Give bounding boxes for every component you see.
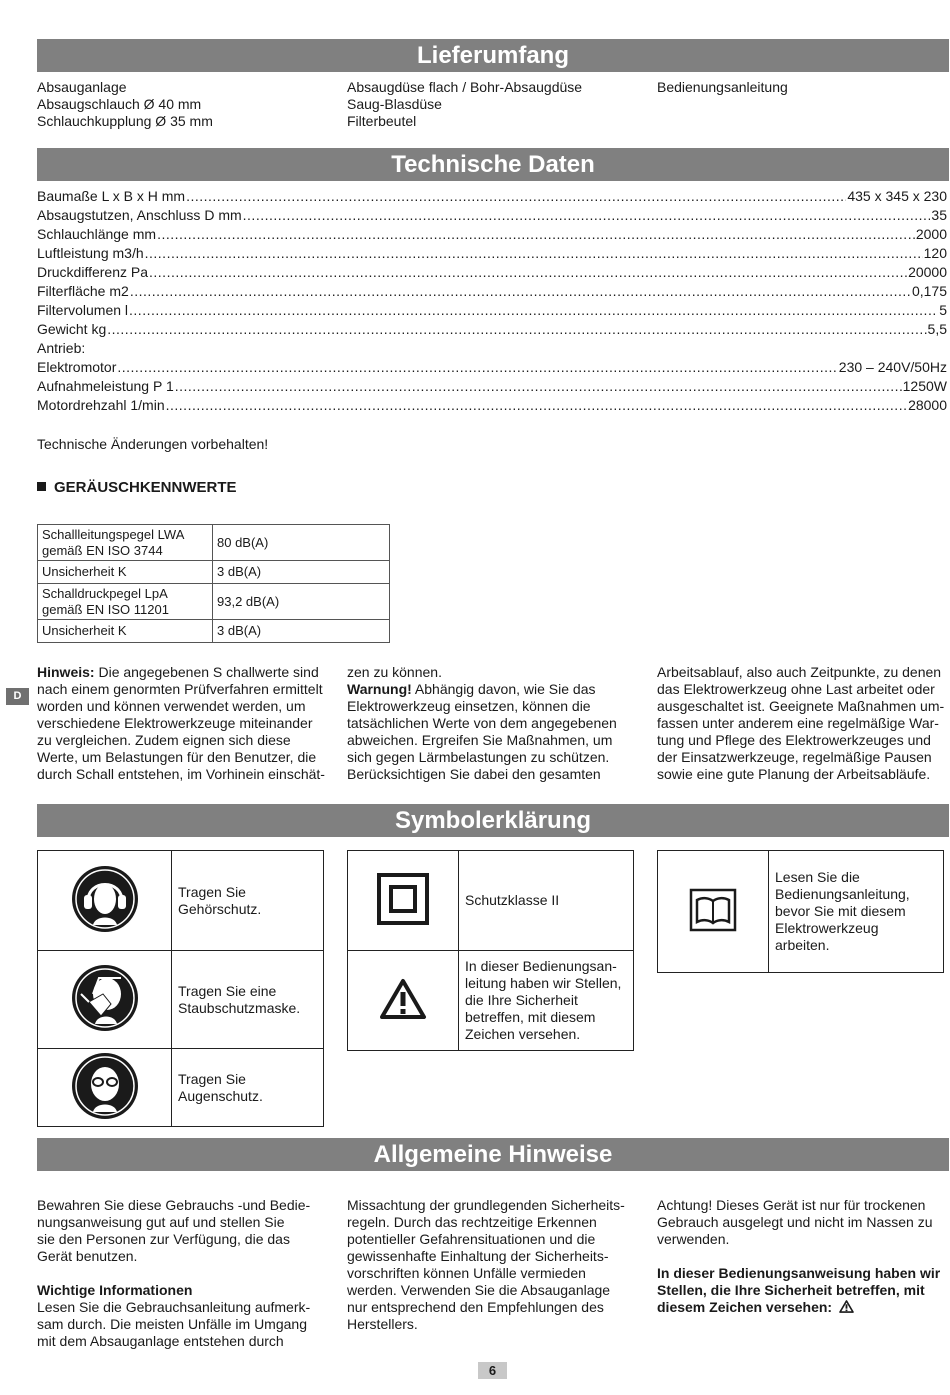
spec-row [37,359,947,378]
text-line: tung und Pflege des Elektrowerkzeuges und [657,732,931,748]
cell-text: gemäß EN ISO 11201 [42,601,169,617]
symbol-table-safety [347,850,634,1051]
spec-row [37,283,947,302]
ear-protection-icon [71,865,139,933]
warning-triangle-icon [839,1300,854,1313]
leader-dots [243,207,931,224]
spec-label: Druckdifferenz Pa [37,264,149,280]
noise-table [37,524,390,643]
hinweis-col-2 [347,664,647,783]
spec-value: 20000 [908,264,947,280]
text-line: Berücksichtigen Sie dabei den gesamten [347,766,601,782]
spec-value: 5 [939,302,947,318]
text-line: bevor Sie mit diesem [775,903,906,919]
text-line: sich gegen Lärmbelastungen zu schützen. [347,749,610,765]
spec-value: 2000 [915,226,947,242]
leader-dots [107,321,926,338]
table-cell-value: 93,2 dB(A) [213,584,390,620]
text-line: Die angegebenen S challwerte sind [94,664,319,680]
text-line: vorschriften können Unfälle vermieden [347,1265,586,1281]
text-line: Elektrowerkzeug einsetzen, können die [347,698,591,714]
spec-row [37,188,947,207]
table-row [658,851,944,973]
section-title-lieferumfang: Lieferumfang [37,39,949,72]
symbol-cell [38,1049,172,1127]
table-row [38,620,390,643]
table-row [38,951,324,1049]
leader-dots [130,283,911,300]
language-tab: D [6,688,29,705]
subheading: Wichtige Informationen [37,1282,193,1298]
text-line: sie den Personen zur Verfügung, die das [37,1231,290,1247]
symbol-text-cell [769,851,944,973]
text-line: arbeiten. [775,937,830,953]
spec-label: Absaugstutzen, Anschluss D mm [37,207,242,223]
text-line: Achtung! Dieses Gerät ist nur für trockenen [657,1197,926,1213]
page-number: 6 [478,1362,507,1379]
spec-label: Motordrehzahl 1/min [37,397,165,413]
text-line: regeln. Durch das rechtzeitige Erkennen [347,1214,597,1230]
symbol-text-cell [172,1049,324,1127]
text-line: Lesen Sie die Gebrauchsanleitung aufmerk- [37,1299,311,1315]
text-line: zen zu können. [347,664,442,680]
text-line: mit dem Absauganlage entstehen durch [37,1333,284,1349]
spec-label: Filtervolumen l [37,302,129,318]
spec-value: 5,5 [927,321,947,337]
leader-dots [129,302,938,319]
dust-mask-icon [71,964,139,1032]
eye-protection-icon [71,1052,139,1120]
leader-dots [186,188,846,205]
text-line: verwenden. [657,1231,730,1247]
text-line: gewissenhafte Einhaltung der Sicherheits- [347,1248,609,1264]
table-cell-label: Unsicherheit K [38,620,213,643]
text-line: Stellen, die Ihre Sicherheit betreffen, mit [657,1282,925,1298]
text-line: tatsächlichen Werte von dem angegebenen [347,715,617,731]
text-line: sam durch. Die meisten Unfälle im Umgang [37,1316,307,1332]
spec-row [37,340,947,359]
table-row [38,1049,324,1127]
text-line: fassen unter anderem eine regelmäßige War- [657,715,939,731]
leader-dots [157,226,915,243]
text-line: Lesen Sie die [775,869,860,885]
text-line: nach einem genormten Prüfverfahren ermittelt [37,681,323,697]
spec-row [37,321,947,340]
table-row [348,851,634,951]
hinweis-col-1 [37,664,337,783]
text-line: Bedienungsanleitung, [775,886,910,902]
list-item: Schlauchkupplung Ø 35 mm [37,113,213,129]
allgemein-col-1 [37,1197,337,1350]
text-line: Abhängig davon, wie Sie das [411,681,596,697]
text-line: zu vergleichen. Zudem eignen sich diese [37,732,291,748]
text-line: Werte, um Belastungen für den Benutzer, die [37,749,317,765]
symbol-cell [658,851,769,973]
noise-heading [37,479,237,497]
protection-class-ii-icon [377,873,429,925]
list-item: Filterbeutel [347,113,417,129]
list-item: Absaugdüse flach / Bohr-Absaugdüse [347,79,583,95]
table-cell-label: Unsicherheit K [38,561,213,584]
text-line: Herstellers. [347,1316,418,1332]
text-line: durch Schall entstehen, im Vorhinein einschät- [37,766,325,782]
cell-text: gemäß EN ISO 3744 [42,542,163,558]
text-line: betreffen, mit diesem [465,1009,596,1025]
allgemein-col-3 [657,1197,949,1316]
cell-text: Schalldruckpegel LpA [42,585,168,601]
spec-label: Filterfläche m2 [37,283,129,299]
spec-label: Luftleistung m3/h [37,245,144,261]
symbol-table-manual [657,850,944,973]
list-item: Absauganlage [37,79,127,95]
text-line: nur entsprechend den Empfehlungen des [347,1299,604,1315]
table-cell-label [38,525,213,561]
leader-dots [149,264,907,281]
spec-label: Antrieb: [37,340,86,356]
spec-row [37,378,947,397]
spec-row [37,226,947,245]
spec-value: 0,175 [911,283,947,299]
spec-label: Schlauchlänge mm [37,226,157,242]
cell-text: Schallleitungspegel LWA [42,526,185,542]
spec-row [37,264,947,283]
text-line: Tragen Sie [178,883,246,900]
table-row [38,851,324,951]
section-title-symbolerklaerung: Symbolerklärung [37,804,949,837]
text-line: Tragen Sie eine [178,982,277,999]
text-line: Augenschutz. [178,1087,263,1104]
list-item: Bedienungsanleitung [657,79,788,95]
lieferumfang-col-1 [37,79,213,130]
table-cell-value: 3 dB(A) [213,620,390,643]
text-line: das Elektrowerkzeug ohne Last arbeitet oder [657,681,935,697]
text-line: potentieller Gefahrensituationen und die [347,1231,596,1247]
text-line: Bewahren Sie diese Gebrauchs -und Bedie- [37,1197,311,1213]
text-line: Missachtung der grundlegenden Sicherheits- [347,1197,625,1213]
spec-value: 230 – 240V/50Hz [838,359,947,375]
symbol-text-cell [172,851,324,951]
text-line: In dieser Bedienungsanweisung haben wir [657,1265,941,1281]
text-line: die Ihre Sicherheit [465,992,578,1008]
symbol-text-cell [459,951,634,1051]
lieferumfang-col-3 [657,79,788,96]
text-line: sowie eine gute Planung der Arbeitsabläufe. [657,766,931,782]
spec-label: Gewicht kg [37,321,107,337]
leader-dots [175,378,902,395]
spec-row [37,397,947,416]
leader-dots [117,359,837,376]
symbol-cell [348,851,459,951]
warn-lead: Warnung! [347,681,412,697]
spec-value: 1250W [902,378,947,394]
symbol-cell [38,851,172,951]
text-line: Zeichen versehen. [465,1026,581,1042]
text-line: ausgeschaltet ist. Geeignete Maßnahmen um- [657,698,945,714]
text-line: Gehörschutz. [178,900,262,917]
noise-heading-text: GERÄUSCHKENNWERTE [54,479,237,496]
table-row [38,525,390,561]
table-row [38,561,390,584]
warning-triangle-icon [379,978,427,1020]
table-row [38,584,390,620]
bullet-square-icon [37,482,46,491]
read-manual-icon [689,888,737,932]
section-title-allgemeine-hinweise: Allgemeine Hinweise [37,1138,949,1171]
table-row [348,951,634,1051]
section-title-technische-daten: Technische Daten [37,148,949,181]
leader-dots [145,245,923,262]
spec-label: Baumaße L x B x H mm [37,188,186,204]
symbol-cell [38,951,172,1049]
spec-row [37,302,947,321]
spec-value: 28000 [908,397,947,413]
text-line: werden. Verwenden Sie die Absauganlage [347,1282,611,1298]
hinweis-col-3 [657,664,949,783]
text-line: diesem Zeichen versehen: [657,1299,833,1315]
leader-dots [166,397,907,414]
text-line: leitung haben wir Stellen, [465,975,622,991]
text-line: abweichen. Ergreifen Sie Maßnahmen, um [347,732,613,748]
symbol-cell [348,951,459,1051]
hinweis-lead: Hinweis: [37,664,95,680]
symbol-table-ppe [37,850,324,1127]
text-line: Arbeitsablauf, also auch Zeitpunkte, zu denen [657,664,942,680]
text-line: Tragen Sie [178,1070,246,1087]
text-line: Staubschutzmaske. [178,999,301,1016]
text-line: Elektrowerkzeug [775,920,879,936]
spec-value: 435 x 345 x 230 [847,188,947,204]
table-cell-label [38,584,213,620]
allgemein-col-2 [347,1197,647,1333]
symbol-text-cell [172,951,324,1049]
tech-note: Technische Änderungen vorbehalten! [37,436,269,452]
spec-row [37,207,947,226]
list-item: Saug-Blasdüse [347,96,442,112]
spec-row [37,245,947,264]
text-line: der Einsatzwerkzeuge, regelmäßige Pausen [657,749,932,765]
text-line: worden und können verwendet werden, um [37,698,306,714]
text-line: verschiedene Elektrowerkzeuge miteinander [37,715,313,731]
list-item: Absaugschlauch Ø 40 mm [37,96,202,112]
text-line: Gebrauch ausgelegt und nicht im Nassen zu [657,1214,933,1230]
spec-label: Aufnahmeleistung P 1 [37,378,174,394]
spec-value: 120 [923,245,947,261]
table-cell-value: 3 dB(A) [213,561,390,584]
spec-value: 35 [931,207,947,223]
text-line: In dieser Bedienungsan- [465,958,617,974]
spec-label: Elektromotor [37,359,117,375]
lieferumfang-col-2 [347,79,582,130]
text-line: nungsanweisung gut auf und stellen Sie [37,1214,285,1230]
symbol-text-cell: Schutzklasse II [459,851,634,951]
text-line: Gerät benutzen. [37,1248,138,1264]
table-cell-value: 80 dB(A) [213,525,390,561]
